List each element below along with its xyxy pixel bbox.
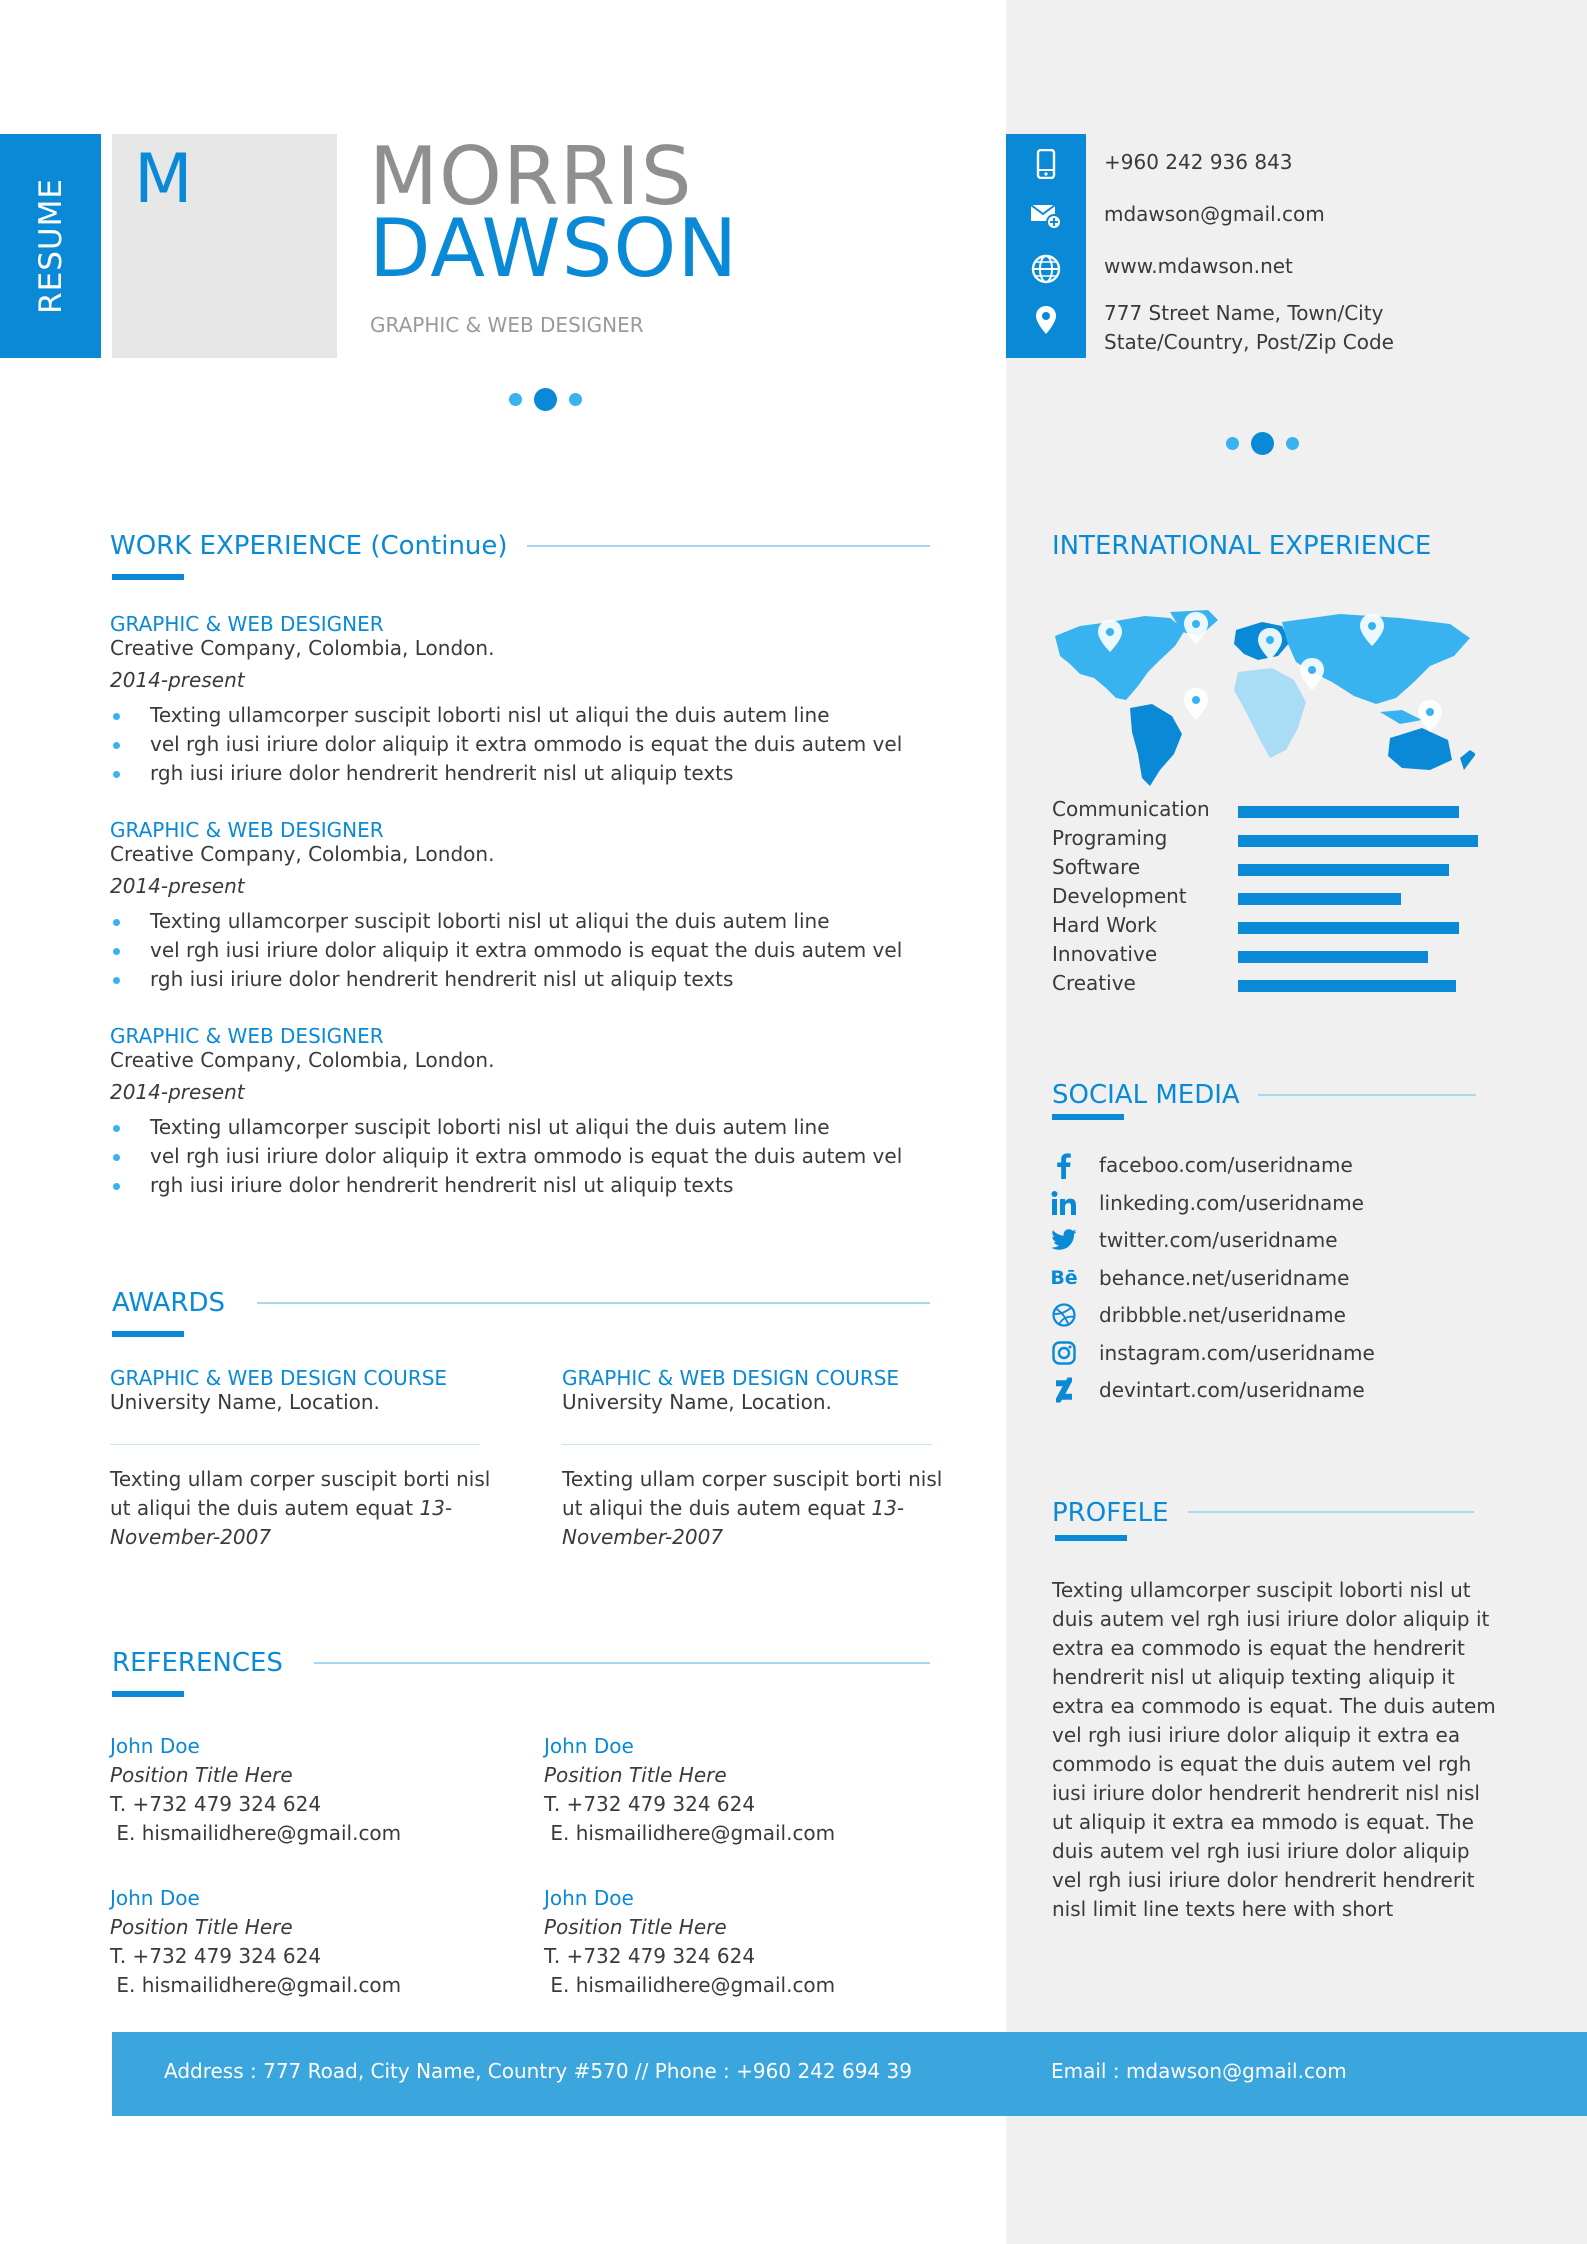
section-rule	[1258, 1094, 1476, 1096]
skill-bar-track	[1238, 864, 1478, 876]
map-pin-icon	[1418, 700, 1442, 732]
bullet-item: Texting ullamcorper suscipit loborti nisl ut aliqui the duis autem line	[110, 907, 902, 936]
award-divider	[562, 1444, 932, 1445]
header-dots-divider	[509, 388, 582, 411]
reference-phone: T. +732 479 324 624	[544, 1944, 756, 1968]
resume-side-tab	[0, 134, 101, 358]
map-pin-icon	[1184, 612, 1208, 644]
skill-bar-track	[1238, 980, 1478, 992]
skill-bar-track	[1238, 951, 1478, 963]
reference-email: E. hismailidhere@gmail.com	[544, 1821, 836, 1845]
award-place: University Name, Location.	[562, 1390, 832, 1414]
initial-letter: M	[134, 140, 193, 219]
last-name: DAWSON	[369, 202, 739, 295]
reference-position: Position Title Here	[110, 1915, 293, 1939]
skill-label: Software	[1052, 855, 1141, 879]
award-text: Texting ullam corper suscipit borti nisl ut aliqui the duis autem equat	[110, 1467, 491, 1520]
reference-phone: T. +732 479 324 624	[110, 1792, 322, 1816]
contact-dots-divider	[1226, 432, 1299, 455]
award-date: 13-November-2007	[562, 1496, 905, 1549]
skill-label: Communication	[1052, 797, 1210, 821]
skill-bar-fill	[1238, 835, 1478, 847]
skill-bar-fill	[1238, 922, 1459, 934]
reference-position: Position Title Here	[544, 1915, 727, 1939]
facebook-icon[interactable]	[1050, 1152, 1078, 1180]
dot	[1286, 437, 1299, 450]
globe-icon	[1028, 251, 1064, 287]
linkedin-icon[interactable]	[1050, 1189, 1078, 1217]
bullet-item: vel rgh iusi iriure dolor aliquip it extra ommodo is equat the duis autem vel	[110, 1142, 902, 1171]
skill-bar-fill	[1238, 951, 1428, 963]
contact-website: www.mdawson.net	[1104, 254, 1293, 278]
job-entry	[110, 818, 902, 994]
skill-bar-fill	[1238, 980, 1456, 992]
dot	[509, 393, 522, 406]
section-rule	[314, 1662, 930, 1664]
section-underline	[112, 1331, 184, 1337]
bullet-item: vel rgh iusi iriure dolor aliquip it extra ommodo is equat the duis autem vel	[110, 730, 902, 759]
social-link[interactable]: twitter.com/useridname	[1099, 1228, 1338, 1252]
award-entry	[110, 1366, 500, 1552]
job-bullets	[110, 1113, 902, 1200]
phone-icon	[1028, 146, 1064, 182]
map-indonesia	[1380, 710, 1422, 724]
skill-label: Programing	[1052, 826, 1168, 850]
reference-email: E. hismailidhere@gmail.com	[110, 1973, 402, 1997]
contact-phone: +960 242 936 843	[1104, 150, 1293, 174]
reference-entry	[544, 1732, 835, 1848]
dot	[569, 393, 582, 406]
award-text: Texting ullam corper suscipit borti nisl ut aliqui the duis autem equat	[562, 1467, 943, 1520]
section-rule	[257, 1302, 930, 1304]
reference-position: Position Title Here	[110, 1763, 293, 1787]
job-company: Creative Company, Colombia, London.	[110, 636, 495, 660]
contact-email: mdawson@gmail.com	[1104, 202, 1325, 226]
job-date: 2014-present	[110, 874, 245, 898]
section-rule	[1188, 1511, 1474, 1513]
section-underline	[112, 1691, 184, 1697]
bullet-item: Texting ullamcorper suscipit loborti nisl ut aliqui the duis autem line	[110, 701, 902, 730]
work-experience-title: WORK EXPERIENCE (Continue)	[110, 531, 508, 561]
profile-text: Texting ullamcorper suscipit loborti nisl ut duis autem vel rgh iusi iriure dolor aliquip it extra ea commodo is equat the hendrerit hendrerit nisl ut aliquip texting aliquip it extra ea commodo is equat. The duis autem vel rgh iusi iriure dolor aliquip it extra ea commodo is equat the duis autem vel rgh iusi iriure dolor hendrerit hendrerit nisl nisl ut aliquip it extra ea mmodo is equat. The duis autem vel rgh iusi iriure dolor aliquip vel rgh iusi iriure dolor hendrerit hendrerit nisl limit line texts here with short	[1052, 1578, 1496, 1921]
award-description	[110, 1465, 500, 1552]
world-map-illustration	[1050, 608, 1475, 788]
skill-bar-fill	[1238, 864, 1449, 876]
reference-entry	[544, 1884, 835, 2000]
skill-bar-track	[1238, 806, 1478, 818]
skill-label: Hard Work	[1052, 913, 1157, 937]
twitter-icon[interactable]	[1050, 1226, 1078, 1254]
section-underline	[1055, 1535, 1127, 1541]
dot-large	[1251, 432, 1274, 455]
footer-email: Email : mdawson@gmail.com	[1051, 2059, 1347, 2083]
award-place: University Name, Location.	[110, 1390, 380, 1414]
job-date: 2014-present	[110, 668, 245, 692]
job-title: GRAPHIC & WEB DESIGNER	[370, 313, 644, 337]
map-africa	[1234, 668, 1306, 758]
social-link[interactable]: behance.net/useridname	[1099, 1266, 1350, 1290]
skill-bar-track	[1238, 922, 1478, 934]
job-bullets	[110, 907, 902, 994]
first-name: MORRIS	[369, 130, 693, 223]
map-pin-icon	[1300, 658, 1324, 690]
bullet-item: rgh iusi iriure dolor hendrerit hendrerit nisl ut aliquip texts	[110, 1171, 902, 1200]
profile-title: PROFELE	[1052, 1498, 1169, 1528]
reference-entry	[110, 1884, 401, 2000]
reference-email: E. hismailidhere@gmail.com	[544, 1973, 836, 1997]
references-title: REFERENCES	[112, 1648, 283, 1678]
job-entry	[110, 612, 902, 788]
job-role: GRAPHIC & WEB DESIGNER	[110, 1024, 384, 1048]
reference-entry	[110, 1732, 401, 1848]
skill-bar-fill	[1238, 806, 1459, 818]
job-role: GRAPHIC & WEB DESIGNER	[110, 818, 384, 842]
section-underline	[1052, 1114, 1124, 1120]
reference-name: John Doe	[544, 1734, 634, 1758]
skill-bar-fill	[1238, 893, 1401, 905]
skill-label: Creative	[1052, 971, 1136, 995]
award-description	[562, 1465, 952, 1552]
skill-label: Development	[1052, 884, 1187, 908]
contact-address-line1: 777 Street Name, Town/City	[1104, 301, 1384, 325]
contact-address-line2: State/Country, Post/Zip Code	[1104, 330, 1394, 354]
skill-bar-track	[1238, 835, 1478, 847]
skill-bar-track	[1238, 893, 1478, 905]
reference-name: John Doe	[544, 1886, 634, 1910]
dribbble-icon[interactable]	[1050, 1301, 1078, 1329]
bullet-item: rgh iusi iriure dolor hendrerit hendrerit nisl ut aliquip texts	[110, 965, 902, 994]
social-link[interactable]: linkeding.com/useridname	[1099, 1191, 1364, 1215]
awards-title: AWARDS	[112, 1288, 226, 1318]
map-south-america	[1130, 704, 1182, 786]
bullet-item: Texting ullamcorper suscipit loborti nisl ut aliqui the duis autem line	[110, 1113, 902, 1142]
award-course: GRAPHIC & WEB DESIGN COURSE	[562, 1366, 900, 1390]
job-bullets	[110, 701, 902, 788]
award-entry	[562, 1366, 952, 1552]
job-company: Creative Company, Colombia, London.	[110, 842, 495, 866]
behance-icon[interactable]: Bē	[1050, 1267, 1078, 1289]
reference-phone: T. +732 479 324 624	[544, 1792, 756, 1816]
dot-large	[534, 388, 557, 411]
location-pin-icon	[1028, 302, 1064, 338]
social-link[interactable]: devintart.com/useridname	[1099, 1378, 1365, 1402]
social-media-title: SOCIAL MEDIA	[1052, 1080, 1240, 1110]
international-experience-title: INTERNATIONAL EXPERIENCE	[1052, 531, 1432, 561]
reference-email: E. hismailidhere@gmail.com	[110, 1821, 402, 1845]
contact-icon-bar	[1006, 134, 1086, 358]
job-entry	[110, 1024, 902, 1200]
section-underline	[112, 574, 184, 580]
deviantart-icon[interactable]	[1050, 1376, 1078, 1404]
dot	[1226, 437, 1239, 450]
award-course: GRAPHIC & WEB DESIGN COURSE	[110, 1366, 448, 1390]
social-link[interactable]: dribbble.net/useridname	[1099, 1303, 1346, 1327]
job-role: GRAPHIC & WEB DESIGNER	[110, 612, 384, 636]
social-link[interactable]: instagram.com/useridname	[1099, 1341, 1375, 1365]
skill-label: Innovative	[1052, 942, 1158, 966]
job-company: Creative Company, Colombia, London.	[110, 1048, 495, 1072]
section-rule	[527, 545, 930, 547]
photo-placeholder	[112, 134, 337, 358]
footer-address-phone: Address : 777 Road, City Name, Country #570 // Phone : +960 242 694 39	[164, 2059, 912, 2083]
instagram-icon[interactable]	[1050, 1339, 1078, 1367]
map-australia	[1388, 728, 1452, 770]
job-date: 2014-present	[110, 1080, 245, 1104]
email-icon	[1028, 198, 1064, 234]
reference-phone: T. +732 479 324 624	[110, 1944, 322, 1968]
award-date: 13-November-2007	[110, 1496, 453, 1549]
bullet-item: rgh iusi iriure dolor hendrerit hendrerit nisl ut aliquip texts	[110, 759, 902, 788]
bullet-item: vel rgh iusi iriure dolor aliquip it extra ommodo is equat the duis autem vel	[110, 936, 902, 965]
map-new-zealand	[1460, 750, 1475, 770]
reference-name: John Doe	[110, 1734, 200, 1758]
reference-name: John Doe	[110, 1886, 200, 1910]
map-pin-icon	[1184, 688, 1208, 720]
reference-position: Position Title Here	[544, 1763, 727, 1787]
award-divider	[110, 1444, 480, 1445]
social-link[interactable]: faceboo.com/useridname	[1099, 1153, 1353, 1177]
resume-tab-label: RESUME	[32, 178, 69, 314]
